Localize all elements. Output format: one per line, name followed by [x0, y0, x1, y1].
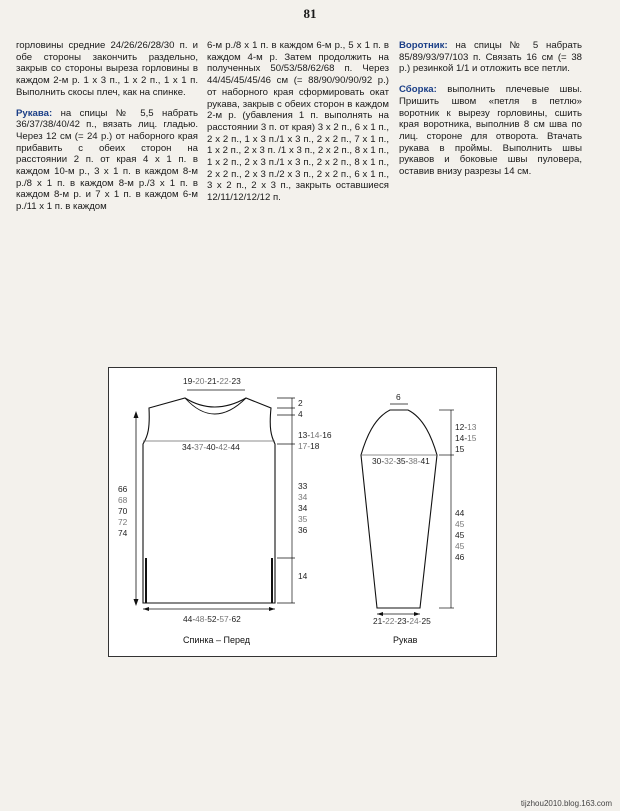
- sleeve-cap-label-2: [455, 433, 477, 443]
- size-value: 14-: [310, 430, 323, 440]
- size-value: 32-: [384, 456, 397, 466]
- total-length-value-5: 74: [118, 528, 128, 538]
- size-value: 18: [310, 441, 320, 451]
- size-value: 24-: [409, 616, 422, 626]
- total-length-value-4: 72: [118, 517, 128, 527]
- size-value: 40-: [206, 442, 219, 452]
- watermark: tijzhou2010.blog.163.com: [520, 799, 612, 808]
- size-value: 13: [467, 422, 477, 432]
- size-value: 21-: [373, 616, 386, 626]
- shoulder-drop-label: 2: [298, 398, 303, 408]
- neck-width-label: [183, 376, 241, 386]
- text-column-1: [16, 40, 198, 222]
- size-value: 16: [322, 430, 332, 440]
- sleeves-heading: Рукава:: [16, 107, 53, 119]
- pattern-diagram: [108, 367, 497, 657]
- side-length-value-2: 34: [298, 492, 308, 502]
- size-value: 15: [467, 433, 477, 443]
- sleeve-length-value-2: 45: [455, 519, 465, 529]
- sleeve-length-value-1: 44: [455, 508, 465, 518]
- slit-label: 14: [298, 571, 308, 581]
- sleeve-cap-label-1: [455, 422, 477, 432]
- body-front-neck: [185, 398, 246, 414]
- size-value: 62: [231, 614, 241, 624]
- size-value: 14-: [455, 433, 468, 443]
- hem-width-label: [183, 614, 241, 624]
- chest-width-label: [182, 442, 240, 452]
- bleed-through-text-bottom: [16, 664, 596, 794]
- body-outline: [143, 398, 275, 603]
- collar-paragraph: [399, 40, 582, 75]
- size-value: 41: [420, 456, 430, 466]
- sleeve-cuff-label: [373, 616, 431, 626]
- side-length-value-4: 35: [298, 514, 308, 524]
- armhole-height-label: [298, 430, 332, 440]
- size-value: 25: [421, 616, 431, 626]
- size-value: 23: [231, 376, 241, 386]
- sleeve-caption: Рукав: [393, 635, 418, 645]
- size-value: 20-: [195, 376, 208, 386]
- size-value: 17-: [298, 441, 311, 451]
- size-value: 57-: [219, 614, 232, 624]
- body-caption: Спинка – Перед: [183, 635, 251, 645]
- pattern-schematic: [109, 368, 496, 656]
- total-length-value-2: 68: [118, 495, 128, 505]
- sleeve-width-label: [372, 456, 430, 466]
- arrowhead: [134, 411, 139, 418]
- size-value: 12-: [455, 422, 468, 432]
- size-value: 35-: [396, 456, 409, 466]
- assembly-heading: Сборка:: [399, 84, 437, 96]
- size-value: 37-: [194, 442, 207, 452]
- text-column-2: [207, 40, 389, 213]
- size-value: 42-: [218, 442, 231, 452]
- arrowhead: [269, 607, 275, 611]
- sleeve-length-value-5: 46: [455, 552, 465, 562]
- sleeve-outline: [361, 410, 437, 608]
- size-value: 44: [230, 442, 240, 452]
- size-value: 44-: [183, 614, 196, 624]
- size-value: 13-: [298, 430, 311, 440]
- sleeve-length-value-3: 45: [455, 530, 465, 540]
- total-length-value-1: 66: [118, 484, 128, 494]
- sleeve-top-label: 6: [396, 392, 401, 402]
- collar-heading: Воротник:: [399, 40, 448, 51]
- sleeve-cap-label-3: 15: [455, 444, 465, 454]
- bleed-through-text: [16, 236, 386, 356]
- sleeve-length-value-4: 45: [455, 541, 465, 551]
- assembly-paragraph: [399, 84, 582, 178]
- arrowhead: [134, 599, 139, 606]
- arrowhead: [143, 607, 149, 611]
- sleeves-text: на спицы № 5,5 набрать 36/37/38/40/42 п., вязать лиц. гладью. Через 12 см (= 24 р.) от наборного края прибавить с обеих сторон на расстоянии 2 п. от края 4 х 1 п. в каждом 10-м р., 3 х 1 п. в каждом 8-м р./8 х 1 п. в каждом 8-м р./3 х 1 п. в каждом 8-м р. и 7 х 1 п. в каждом 6-м р./11 х 1 п. в каждом: [16, 107, 198, 213]
- sleeve-cap-paragraph: 6-м р./8 х 1 п. в каждом 6-м р., 5 х 1 п. в каждом 4-м р. Затем продолжить на полученных 50/53/58/62/68 п. Через 44/45/45/45/46 см (= 88/90/90/90/92 р.) от наборного края сформировать окат рукава, закрыв с обеих сторон в каждом 2-м р. (убавления 1 п. выполнять на расстоянии 3 п. от края) 3 х 2 п., 6 х 1 п., 2 х 2 п., 1 х 3 п./1 х 3 п., 2 х 2 п., 7 х 1 п., 1 х 2 п., 2 х 3 п. /1 х 3 п., 2 х 2 п., 8 х 1 п., 1 х 2 п., 2 х 3 п./1 х 3 п., 2 х 2 п., 8 х 1 п., 2 х 2 п., 2 х 3 п./2 х 3 п., 2 х 2 п., 6 х 1 п., 3 х 2 п., 2 х 3 п., закрыть оставшиеся 12/11/12/12/12 п.: [207, 40, 389, 204]
- side-length-value-5: 36: [298, 525, 308, 535]
- size-value: 30-: [372, 456, 385, 466]
- total-length-value-3: 70: [118, 506, 128, 516]
- armhole-height-label-2: [298, 441, 320, 451]
- neck-depth-label: 4: [298, 409, 303, 419]
- size-value: 23-: [397, 616, 410, 626]
- size-value: 52-: [207, 614, 220, 624]
- text-column-3: [399, 40, 582, 187]
- collar-text: на спицы № 5 набрать 85/89/93/97/103 п. Связать 16 см (= 38 р.) резинкой 1/1 и отложить все петли.: [399, 40, 582, 75]
- sleeves-paragraph: [16, 108, 198, 213]
- neckline-paragraph: горловины средние 24/26/26/28/30 п. и обе стороны закончить раздельно, закрыв со стороны выреза горловины в каждом 2-м р. 1 х 3 п., 1 х 2 п., 1 х 1 п. Выполнить скосы плеч, как на спинке.: [16, 40, 198, 98]
- size-value: 22-: [385, 616, 398, 626]
- page-number: 81: [303, 6, 317, 21]
- size-value: 38-: [408, 456, 421, 466]
- side-length-value-1: 33: [298, 481, 308, 491]
- size-value: 34-: [182, 442, 195, 452]
- size-value: 22-: [219, 376, 232, 386]
- size-value: 48-: [195, 614, 208, 624]
- assembly-text: выполнить плечевые швы. Пришить швом «петля в петлю» воротник к вырезу горловины, сшить края воротника, выполнив 8 см шва по лиц. стороне для отворота. Втачать рукава в проймы. Выполнить швы рукавов и боковые швы пуловера, оставив внизу разрезы 14 см.: [399, 84, 582, 178]
- size-value: 21-: [207, 376, 220, 386]
- side-length-value-3: 34: [298, 503, 308, 513]
- size-value: 19-: [183, 376, 196, 386]
